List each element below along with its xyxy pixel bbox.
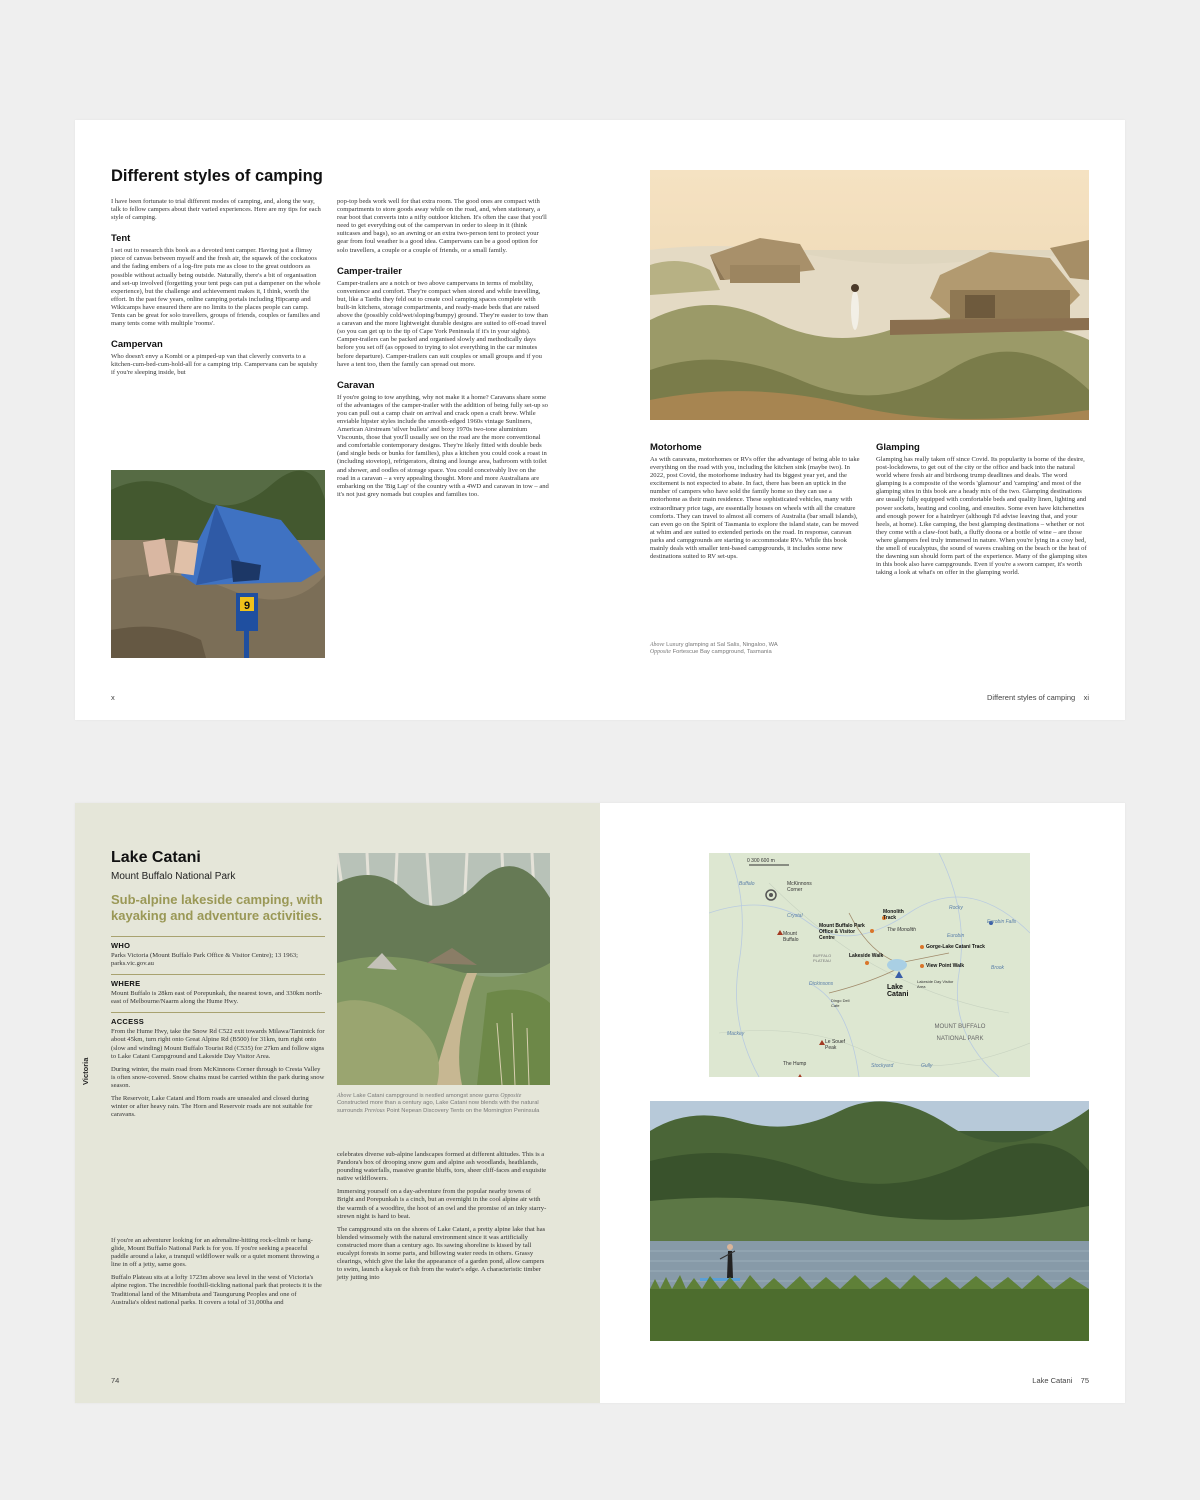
map-label-view-point: View Point Walk [926,963,965,969]
map-label-stockyard: Stockyard [871,1063,894,1069]
access-label: ACCESS [111,1017,145,1027]
heading-campervan: Campervan [111,339,163,351]
page-title: Different styles of camping [111,167,323,185]
park-map [709,853,1030,1077]
glamping-text: Glamping has really taken off since Covid. Its popularity is borne of the desire, post-lockdowns, to get out of the city or the office and back into the natural world where fresh air and birdsong trump deadlines and deals. The word glamping is a composite of the words 'glamour' and 'camping' and most of the glamping sites in this book are a heady mix of the two. Glamping destinations are usually fully equipped with comfortable beds and quality linen, lighting and power sockets, heating and cooling, and ensuites. Some even have kitchenettes and enough power for a hairdryer (although I'd advise leaving that, and your heels, at home). Like camping, the best glamping destinations – whether or not they come with a claw-foot bath, a fluffy doona or a bottle of wine – are those where glampers feel truly immersed in nature. When you're lying in a cosy bed, the smell of eucalyptus, the sound of waves crashing on the beach or the heat of the dawning sun should form part of the experience. Many of the glamping sites in this book also have campgrounds. Even if you're a sworn camper, it's worth taking a look at what's on offer in the glamping world. [876,456,1088,577]
caption2-above: Lake Catani campground is nestled amongst snow gums [353,1093,499,1099]
campervan-text: Who doesn't envy a Kombi or a pimped-up van that cleverly converts to a kitchen-cum-bed-cum-hold-all for a camping trip. Campervans can be squishy if you're sleeping inside, but [111,353,318,377]
map-label-gorge-track: Gorge-Lake Catani Track [926,944,985,950]
column-2 [337,198,549,504]
heading-caravan: Caravan [337,379,375,391]
caravan-text: If you're going to tow anything, why not make it a home? Caravans share some of the advantages of the camper-trailer with the addition of being fully set-up so you can pull out a camp chair on arrival and crack open a craft brew. While enviable hipster styles include the smooth-edged 1960s vintage Sunliners, American Airstream 'silver bullets' and boxy 1970s two-tone aluminium Viscounts, those that you'll usually see on the road are the more conventional and comfortable contemporary designs. They're likely fitted with double beds (and single beds or bunks for families), plus a kitchen you could cook a roast in (including stovetop), refrigerators, dining and lounge area, bathroom with toilet and shower, and oodles of storage space. You could conceivably live on the road in a caravan – a very appealing thought. More and more Australians are embarking on the 'Big Lap' of the country with a 4WD and caravan in tow – and it's not just grey nomads but couples and families too. [337,393,549,498]
caption-opposite-label: Opposite [650,649,671,656]
folio-75-wrap [1032,1376,1089,1385]
page-75 [600,803,1125,1403]
map-label-eurobin: Eurobin [947,933,965,939]
intro-column [111,1237,323,1312]
caption-above: Luxury glamping at Sal Salis, Ningaloo, WA [666,642,778,648]
caption-above-label: Above [650,642,665,648]
map-label-the-monolith: The Monolith [887,927,916,933]
page-xi [600,120,1125,720]
map-label-lakeside-day: Lakeside Day Visitor Area [917,979,954,989]
photo-tent-campsite [111,470,325,658]
map-label-the-hump: The Hump [783,1061,807,1067]
heading-motorhome: Motorhome [650,442,702,453]
map-label-le-souef: Le Souef Peak [825,1039,846,1051]
map-label-monolith-track: Monolith Track [883,909,904,921]
camper-trailer-text: Camper-trailers are a notch or two above campervans in terms of mobility, convenience and comfort. They're compact when stored and while travelling, but, like a Tardis they feld out to create cool camping spaces complete with built-in kitchens, storage compartments, and ready-made beds that are raised above the (possibly cold/wet/sloping/bumpy) ground. They're easier to tow than a caravan and the more lightweight durable designs are suited to off-road travel (so you can get up to the tip of Cape York Peninsula if it's in your sights). Camper-trailers can be packed and organised slowly and methodically days before you set off (as opposed to trying to slot everything in the car minutes before departure). Camper-trailers can suit couples or small groups and if you have a tent too, then the family can spread out more. [337,279,548,368]
photo-glamping-tents [650,170,1089,420]
map-label-crystal: Crystal [787,913,803,919]
column-1 [111,198,323,383]
map-label-park-office: Mount Buffalo Park Office & Visitor Centre [819,923,865,941]
info-column [111,849,325,1124]
campervan-text-cont: pop-top beds work well for that extra room. The good ones are compact with compartments to store goods away while on the road, and, when stationary, a rear boot that converts into a nifty outdoor kitchen. It's often the case that you'll need to get everything out of the campervan in order to sleep in it (think suitcases and bags), so an awning or an extra two-person tent to protect your gear from foul weather is a good idea. Campervans can be a good option for solo travellers, a couple or a couple of friends, or a small family. [337,198,547,254]
campsite-number: 9 [243,600,251,612]
map-label-buffalo-plateau: BUFFALO PLATEAU [813,953,832,963]
heading-tent: Tent [111,233,131,245]
folio-74: 74 [111,1376,120,1385]
folio-75: 75 [1080,1376,1089,1385]
intro-text-2: Buffalo Plateau sits at a lofty 1723m above sea level in the west of Victoria's alpine region. The incredible foothill-tickling national park that protects it is the Traditional land of the Mitambuta and Taungurung Peoples and one of Australia's oldest national parks. It covers a total of 31,000ha and [111,1274,322,1306]
who-text: Parks Victoria (Mount Buffalo Park Office & Visitor Centre); 13 1963; parks.vic.gov.au [111,952,298,968]
divider-where [111,974,325,975]
where-text: Mount Buffalo is 28km east of Porepunkah, the nearest town, and 330km north-east of Melbourne/Naarm along the Hume Hwy. [111,990,323,1006]
heading-glamping: Glamping [876,442,920,453]
caption2-opposite-label: Opposite [500,1093,522,1099]
folio-right-title: Different styles of camping [986,693,1076,702]
park-subtitle: Mount Buffalo National Park [111,871,236,882]
spread-different-styles [75,120,1125,720]
map-label-dingo-dell: Dingo Dell Cafe [831,998,850,1008]
motorhome-text: As with caravans, motorhomes or RVs offer the advantage of being able to take everything on the road with you, including the kitchen sink (maybe two). In 2022, post Covid, the motorhome industry had its biggest year yet, and the excitement is not expected to abate. In fact, there has been an uptick in the number of campers who have sold the family home so they can use a motorhome as their main residence. These sophisticated vehicles, many with extraordinary price tags, are essentially houses on wheels with all the creature comforts. They can travel to almost all corners of Australia (bar small islands), can even go on the Spirit of Tasmania to explore the island state, can be moved at whim and are suited to extended periods on the road. In response, caravan parks and campgrounds are starting to accommodate RVs. While this book mainly deals with smaller tent-based campgrounds, it includes some new destinations suited to RV set-ups. [650,456,860,561]
folio-75-title: Lake Catani [1032,1376,1073,1385]
spread2-captions [337,1093,551,1115]
who-label: WHO [111,941,131,950]
map-label-gully: Gully [921,1063,933,1069]
state-side-label: Victoria [81,1057,90,1085]
folio-right [987,693,1089,702]
map-label-buffalo: Buffalo [739,881,755,887]
col2-text-1: celebrates diverse sub-alpine landscapes formed at different altitudes. This is a Pandora's box of drooping snow gum and alpine ash woodlands, heathlands, pounding waterfalls, massive granite bluffs, tors, sheer cliff-faces and exquisite native wildflowers. [337,1151,547,1183]
divider-access [111,1012,325,1013]
folio-left: x [111,693,115,702]
caption2-previous: Point Nepean Discovery Tents on the Mornington Peninsula [386,1107,540,1114]
map-label-lakeside-walk: Lakeside Walk [849,953,884,959]
access-text-2: During winter, the main road from McKinnons Corner through to Cresta Valley is often snow-covered. Snow chains must be carried within the park during snow season. [111,1065,325,1089]
map-label-brook: Brook [991,965,1005,971]
map-label-lake-catani: Lake Catani [887,984,909,998]
map-label-mackey: Mackey [727,1031,745,1037]
folio-right-number: xi [1083,693,1089,702]
caption2-above-label: Above [337,1093,352,1099]
column-2-lake [337,1151,549,1287]
map-label-national-park: MOUNT BUFFALO NATIONAL PARK [934,1024,986,1042]
divider-who [111,936,325,937]
map-label-rocky: Rocky [949,905,963,911]
page-74 [75,803,600,1403]
spread-lake-catani [75,803,1125,1403]
intro-text: I have been fortunate to trial different modes of camping, and, along the way, talk to fellow campers about their varied experiences. Here are my tips for each style of camping. [111,198,321,222]
intro-text-1: If you're an adventurer looking for an adrenaline-hitting rock-climb or hang-glide, Mount Buffalo National Park is for you. If you're seeking a peaceful paddle around a lake, a tranquil wildflower walk or a quiet moment throwing a line in off a jetty, same goes. [111,1237,320,1269]
page-x [75,120,600,720]
spread1-captions [650,642,850,657]
map-label-dickinsons: Dickinsons [809,981,834,987]
col2-text-2: Immersing yourself on a day-adventure from the popular nearby towns of Bright and Porepunkah is a cinch, but an overnight in the cool alpine air with the warmth of a woodfire, the hoot of an owl and the promise of an inky starry-strewn night is hard to beat. [337,1188,547,1220]
photo-lake-paddleboarder [650,1101,1089,1341]
column-4 [876,442,1088,582]
where-label: WHERE [111,979,141,989]
heading-camper-trailer: Camper-trailer [337,265,402,277]
photo-lake-catani-campground [337,853,550,1085]
caption2-previous-label: Previous [364,1107,385,1114]
park-title: Lake Catani [111,849,201,866]
park-tagline: Sub-alpine lakeside camping, with kayaking and adventure activities. [111,892,323,923]
tent-text: I set out to research this book as a devoted tent camper. Having just a flimsy piece of canvas between myself and the fresh air, the squawk of the cockatoos and the fading embers of a log-fire puts me as close to the great outdoors as possible without actually being outside. Naturally, there's a bit of organisation and set-up involved (forgetting your tent pegs can put a dampener on the whole experience), but the challenge and achievement makes it, I think, worth the effort. In the past few years, online camping portals including Hipcamp and Wikicamps have ensured there are no limits to the places people can camp. Tents can be great for solo travellers, groups of friends, couples or families and many tents come with multiple 'rooms'. [111,247,321,328]
access-text-3: The Reservoir, Lake Catani and Horn roads are unsealed and closed during winter or after heavy rain. The Horn and Reservoir roads are not suitable for caravans. [111,1095,313,1119]
col2-text-3: The campground sits on the shores of Lake Catani, a pretty alpine lake that has blended winsomely with the natural environment since it was artificially constructed more than a century ago. Its sawing shoreline is kissed by tall eucalypt forests in some parts, and billowing water reeds in others. Grassy clearings, which give the lake the appearance of a garden pond, allow campers to swim, launch a kayak or fish from the water's edge. A characteristic timber jetty jutting into [337,1225,546,1282]
map-scale: 0 300 600 m [747,858,775,864]
caption-opposite: Fortescue Bay campground, Tasmania [672,649,772,656]
access-text-1: From the Hume Hwy, take the Snow Rd C522 exit towards Milawa/Taminick for about 45km, turn right onto Great Alpine Rd (B500) for 31km, turn right onto (slow and winding) Mount Buffalo Tourist Rd (C535) for 27km and follow signs to Lake Catani Campground and Lakeside Day Visitor Area. [111,1028,325,1060]
column-3 [650,442,862,566]
map-label-mckinnons: McKinnons Corner [787,881,812,893]
caption2-opposite: Constructed more than a century ago, Lake Catani now blends with the natural surrounds [337,1100,539,1114]
map-label-mount-buffalo: Mount Buffalo [783,931,799,943]
map-label-eurobin-falls: Eurobin Falls [987,919,1017,925]
